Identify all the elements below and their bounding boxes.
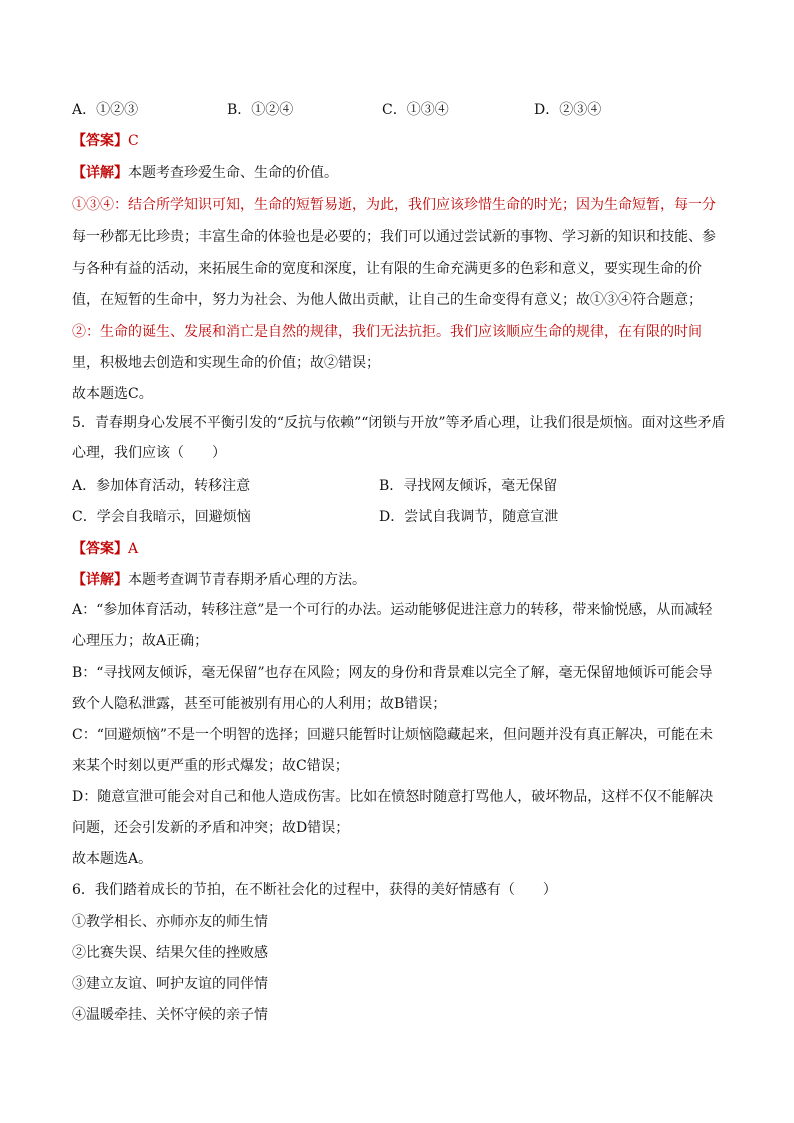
q5-analysis-line: 问题，还会引发新的矛盾和冲突；故D错误；	[72, 820, 350, 836]
q4-analysis-line: 与各种有益的活动，来拓展生命的宽度和深度，让有限的生命充满更多的色彩和意义，要实现生命的价	[72, 261, 702, 277]
q5-stem-line: 5．青春期身心发展不平衡引发的“反抗与依赖”“闭锁与开放”等矛盾心理，让我们很是烦恼。面对这些矛盾	[72, 415, 726, 431]
q4-analysis-line: 每一秒都无比珍贵；丰富生命的体验也是必要的；我们可以通过尝试新的事物、学习新的知识和技能、参	[72, 229, 716, 245]
q5-detail	[72, 570, 724, 590]
q4-option-a: A．①②③	[72, 102, 139, 118]
q6-item: ③建立友谊、呵护友谊的同伴情	[72, 976, 268, 992]
answer-value: C	[128, 133, 139, 149]
q4-answer	[72, 131, 724, 151]
q5-analysis-line: 心理压力；故A正确；	[72, 633, 209, 649]
answer-tag: 【答案】	[72, 541, 128, 557]
q5-option-d: D．尝试自我调节，随意宣泄	[379, 509, 559, 525]
q4-option-c: C．①③④	[382, 102, 449, 118]
q4-option-b: B．①②④	[227, 102, 294, 118]
q5-option-a: A．参加体育活动，转移注意	[72, 478, 251, 494]
detail-tag: 【详解】	[72, 165, 128, 181]
q4-conclusion: 故本题选C。	[72, 386, 153, 402]
q5-stem-line: 心理，我们应该（ ）	[72, 445, 226, 461]
detail-intro: 本题考查珍爱生命、生命的价值。	[128, 165, 338, 181]
q5-analysis-line: C：“回避烦恼”不是一个明智的选择；回避只能暂时让烦恼隐藏起来，但问题并没有真正解决，可能在未	[72, 727, 714, 743]
q5-analysis-line: B：“寻找网友倾诉，毫无保留”也存在风险；网友的身份和背景难以完全了解，毫无保留地倾诉可能会导	[72, 665, 713, 681]
q4-option-d: D．②③④	[534, 102, 602, 118]
q4-detail	[72, 163, 724, 183]
q5-analysis-line: A：“参加体育活动，转移注意”是一个可行的办法。运动能够促进注意力的转移，带来愉悦感，从而减轻	[72, 602, 713, 618]
q5-analysis-line: 致个人隐私泄露，甚至可能被别有用心的人利用；故B错误；	[72, 696, 447, 712]
q5-analysis-line: D：随意宣泄可能会对自己和他人造成伤害。比如在愤怒时随意打骂他人，破坏物品，这样不仅不能解决	[72, 789, 714, 805]
answer-value: A	[128, 541, 139, 557]
q5-option-b: B．寻找网友倾诉，毫无保留	[379, 478, 558, 494]
q5-analysis-line: 来某个时刻以更严重的形式爆发；故C错误；	[72, 758, 349, 774]
q4-analysis-line: 里，积极地去创造和实现生命的价值；故②错误；	[72, 355, 380, 371]
q5-answer	[72, 539, 724, 559]
q4-analysis-line: ②：生命的诞生、发展和消亡是自然的规律，我们无法抗拒。我们应该顺应生命的规律，在有限的时间	[72, 324, 702, 340]
q6-item: ①教学相长、亦师亦友的师生情	[72, 914, 268, 930]
q6-stem: 6．我们踏着成长的节拍，在不断社会化的过程中，获得的美好情感有（ ）	[72, 882, 557, 898]
detail-intro: 本题考查调节青春期矛盾心理的方法。	[128, 572, 366, 588]
q5-conclusion: 故本题选A。	[72, 851, 153, 867]
q6-item: ②比赛失误、结果欠佳的挫败感	[72, 945, 268, 961]
q4-analysis-line: 值，在短暂的生命中，努力为社会、为他人做出贡献，让自己的生命变得有意义；故①③④符合题意；	[72, 292, 702, 308]
q4-analysis-line: ①③④：结合所学知识可知，生命的短暂易逝，为此，我们应该珍惜生命的时光；因为生命短暂，每一分	[72, 197, 716, 213]
q5-option-c: C．学会自我暗示，回避烦恼	[72, 509, 251, 525]
q6-item: ④温暖牵挂、关怀守候的亲子情	[72, 1007, 268, 1023]
answer-tag: 【答案】	[72, 133, 128, 149]
detail-tag: 【详解】	[72, 572, 128, 588]
